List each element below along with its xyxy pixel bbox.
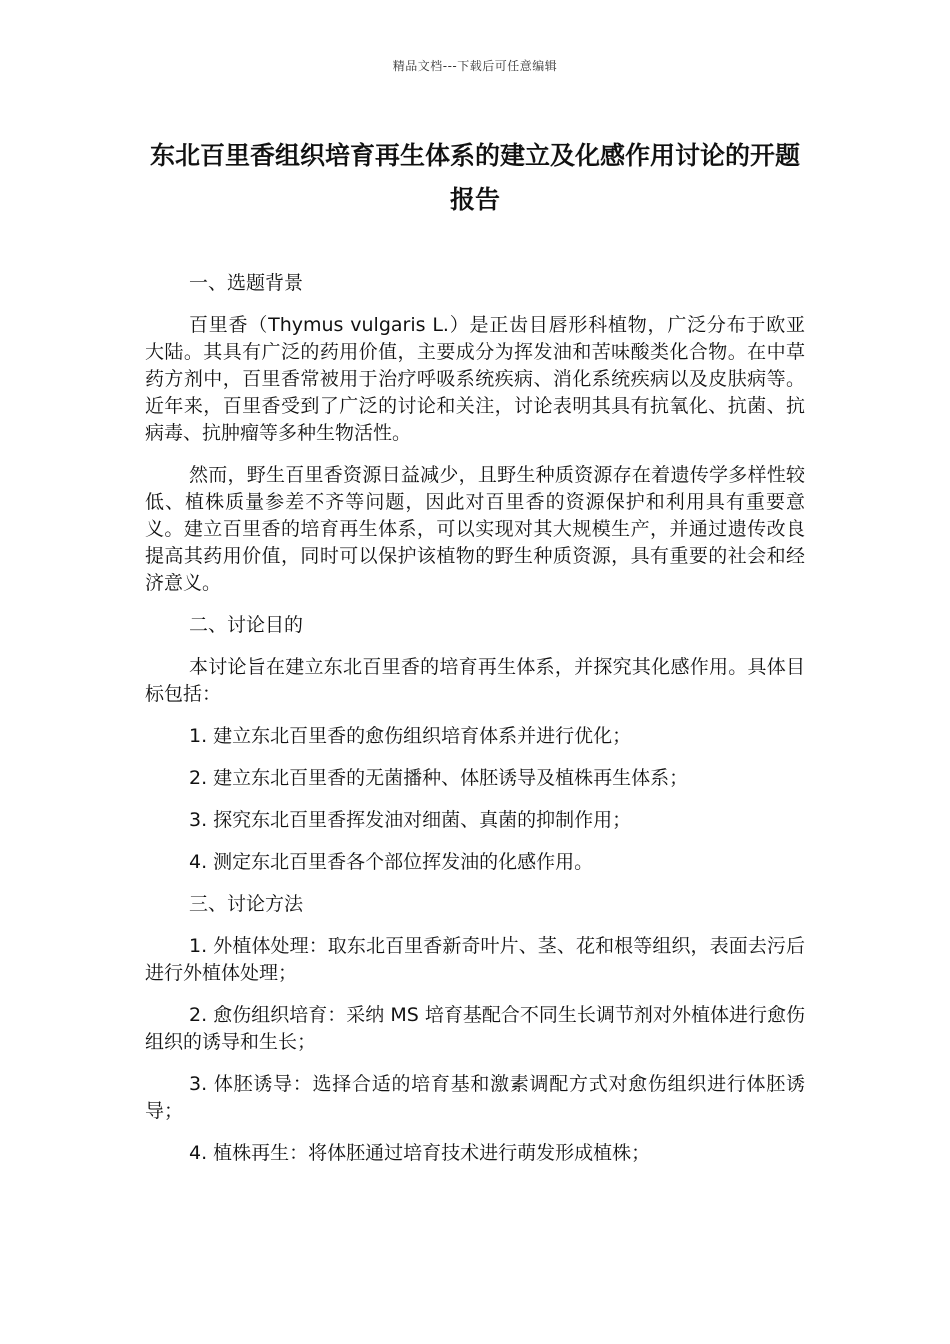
section-heading-purpose: 二、讨论目的 (189, 614, 304, 636)
document-body (145, 270, 805, 1182)
list-item: 3. 体胚诱导：选择合适的培育基和激素调配方式对愈伤组织进行体胚诱导； (145, 1073, 805, 1122)
paragraph: 百里香（Thymus vulgaris L.）是正齿目唇形科植物，广泛分布于欧亚大陆。其具有广泛的药用价值，主要成分为挥发油和苦味酸类化合物。在中草药方剂中，百里香常被用于治疗呼吸系统疾病、消化系统疾病以及皮肤病等。近年来，百里香受到了广泛的讨论和关注，讨论表明其具有抗氧化、抗菌、抗病毒、抗肿瘤等多种生物活性。 (145, 314, 805, 444)
list-item: 4. 植株再生：将体胚通过培育技术进行萌发形成植株； (189, 1142, 651, 1164)
list-item: 3. 探究东北百里香挥发油对细菌、真菌的抑制作用； (189, 809, 632, 831)
section-heading-methods: 三、讨论方法 (189, 893, 304, 915)
header-note: 精品文档---下载后可任意编辑 (392, 59, 558, 73)
paragraph: 然而，野生百里香资源日益减少，且野生种质资源存在着遗传学多样性较低、植株质量参差不齐等问题，因此对百里香的资源保护和利用具有重要意义。建立百里香的培育再生体系，可以实现对其大规模生产，并通过遗传改良提高其药用价值，同时可以保护该植物的野生种质资源，具有重要的社会和经济意义。 (145, 464, 805, 594)
list-item: 4. 测定东北百里香各个部位挥发油的化感作用。 (189, 851, 594, 873)
list-item: 1. 外植体处理：取东北百里香新奇叶片、茎、花和根等组织，表面去污后进行外植体处理； (145, 935, 805, 984)
list-item: 1. 建立东北百里香的愈伤组织培育体系并进行优化； (189, 725, 632, 747)
section-heading-background: 一、选题背景 (189, 272, 304, 294)
document-title: 东北百里香组织培育再生体系的建立及化感作用讨论的开题报告 (149, 141, 800, 214)
list-item: 2. 建立东北百里香的无菌播种、体胚诱导及植株再生体系； (189, 767, 689, 789)
paragraph: 本讨论旨在建立东北百里香的培育再生体系，并探究其化感作用。具体目标包括： (145, 656, 805, 705)
list-item: 2. 愈伤组织培育：采纳 MS 培育基配合不同生长调节剂对外植体进行愈伤组织的诱导和生长； (145, 1004, 805, 1053)
